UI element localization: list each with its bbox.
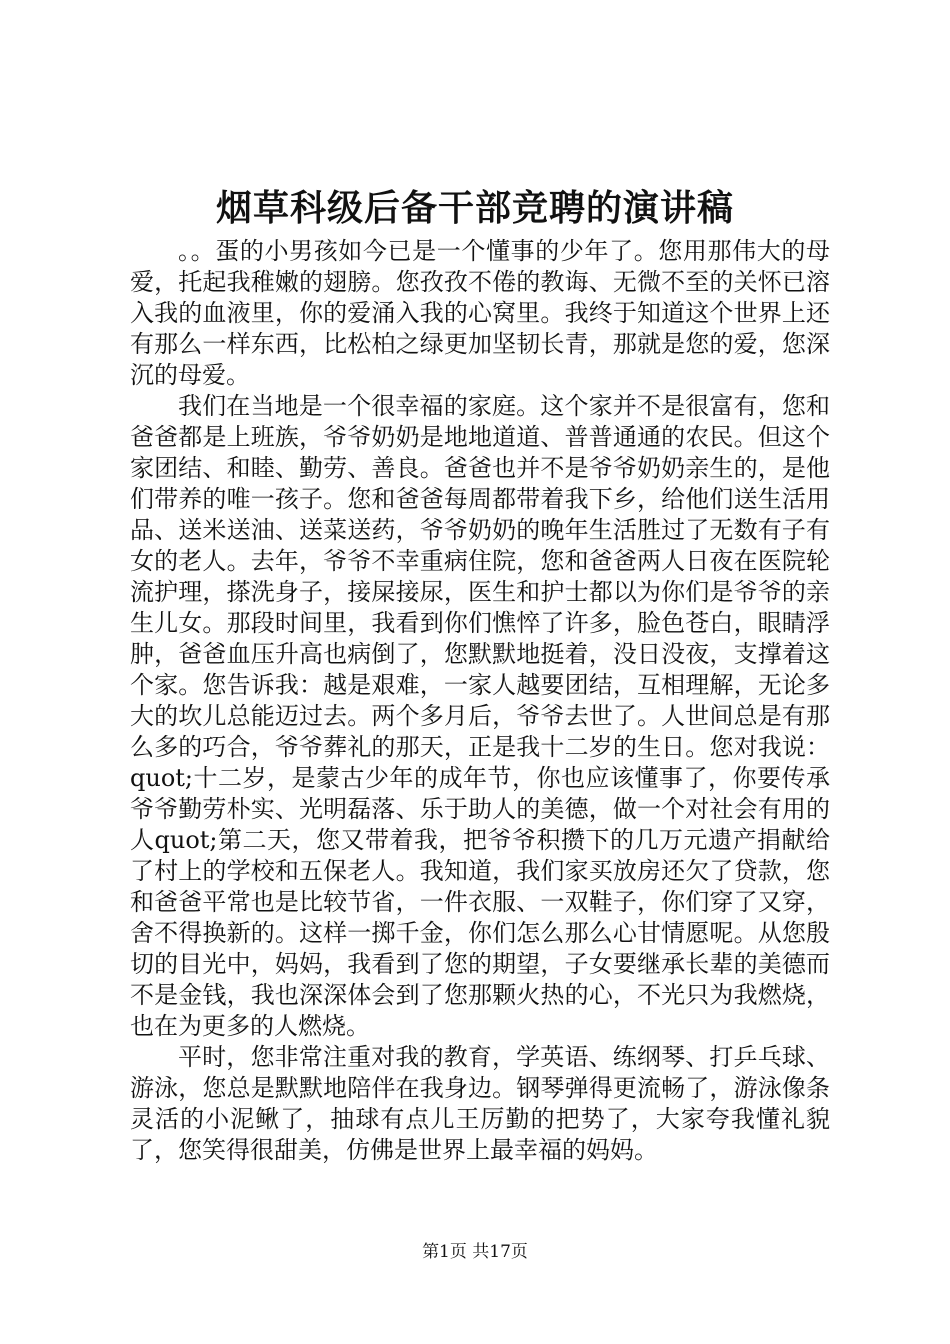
paragraph: 我们在当地是一个很幸福的家庭。这个家并不是很富有，您和爸爸都是上班族，爷爷奶奶是地地道道、普普通通的农民。但这个家团结、和睦、勤劳、善良。爸爸也并不是爷爷奶奶亲生的，是他们带养的唯一孩子。您和爸爸每周都带着我下乡，给他们送生活用品、送米送油、送菜送药，爷爷奶奶的晚年生活胜过了无数有子有女的老人。去年，爷爷不幸重病住院，您和爸爸两人日夜在医院轮流护理，搽洗身子，接屎接尿，医生和护士都以为你们是爷爷的亲生儿女。那段时间里，我看到你们憔悴了许多，脸色苍白，眼睛浮肿，爸爸血压升高也病倒了，您默默地挺着，没日没夜，支撑着这个家。您告诉我：越是艰难，一家人越要团结，互相理解，无论多大的坎儿总能迈过去。两个多月后，爷爷去世了。人世间总是有那么多的巧合，爷爷葬礼的那天，正是我十二岁的生日。您对我说：quot;十二岁，是蒙古少年的成年节，你也应该懂事了，你要传承爷爷勤劳朴实、光明磊落、乐于助人的美德，做一个对社会有用的人quot;第二天，您又带着我，把爷爷积攒下的几万元遗产捐献给了村上的学校和五保老人。我知道，我们家买放房还欠了贷款，您和爸爸平常也是比较节省，一件衣服、一双鞋子，你们穿了又穿，舍不得换新的。这样一掷千金，你们怎么那么心甘情愿呢。从您殷切的目光中，妈妈，我看到了您的期望，子女要继承长辈的美德而不是金钱，我也深深体会到了您那颗火热的心，不光只为我燃烧，也在为更多的人燃烧。 <box>130 392 830 1040</box>
paragraph: 。。蛋的小男孩如今已是一个懂事的少年了。您用那伟大的母爱，托起我稚嫩的翅膀。您孜孜不倦的教诲、无微不至的关怀已溶入我的血液里，你的爱涌入我的心窝里。我终于知道这个世界上还有那么一样东西，比松柏之绿更加坚韧长青，那就是您的爱，您深沉的母爱。 <box>130 237 830 389</box>
page-footer: 第1页 共17页 <box>422 1242 528 1262</box>
paragraph: 平时，您非常注重对我的教育，学英语、练纲琴、打乒乓球、游泳，您总是默默地陪伴在我身边。钢琴弹得更流畅了，游泳像条灵活的小泥鳅了，抽球有点儿王厉勤的把势了，大家夸我懂礼貌了，您笑得很甜美，仿佛是世界上最幸福的妈妈。 <box>130 1043 830 1164</box>
document-title: 烟草科级后备干部竞聘的演讲稿 <box>215 187 734 229</box>
document-body <box>130 236 830 1166</box>
